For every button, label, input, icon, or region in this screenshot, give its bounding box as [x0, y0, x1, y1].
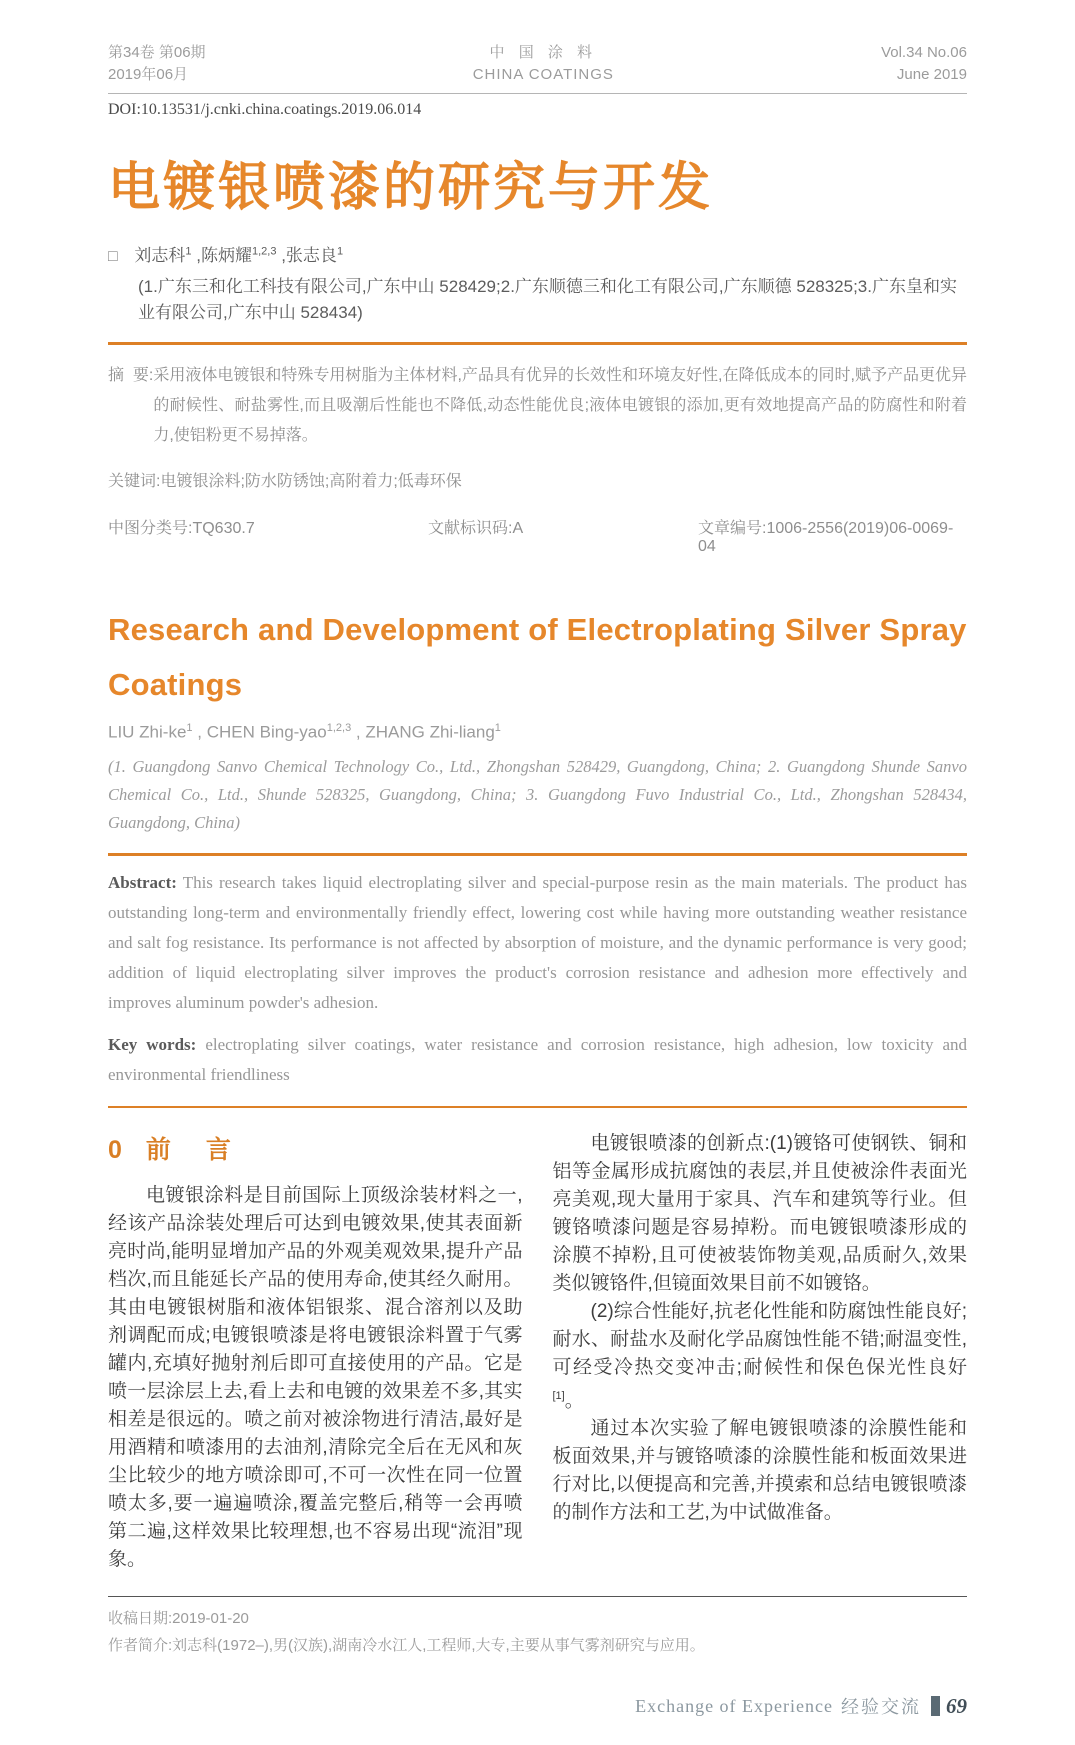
keywords-en-label: Key words:	[108, 1035, 197, 1055]
header-volume-issue-en	[881, 42, 967, 86]
orange-divider-3	[108, 1106, 967, 1108]
page-number: 69	[946, 1693, 967, 1718]
author-cn-1: 刘志科	[134, 245, 186, 265]
abstract-en-label: Abstract:	[108, 873, 177, 893]
left-column	[108, 1130, 523, 1574]
body-paragraph-purpose: 通过本次实验了解电镀银喷漆的涂膜性能和板面效果,并与镀铬喷漆的涂膜性能和板面效果进行对比,以便提高和完善,并摸索和总结电镀银喷漆的制作方法和工艺,为中试做准备。	[552, 1418, 967, 1524]
header-volume-cn: 第34卷 第06期	[108, 44, 206, 61]
abstract-cn-text: 采用液体电镀银和特殊专用树脂为主体材料,产品具有优异的长效性和环境友好性,在降低成本的同时,赋予产品更优异的耐候性、耐盐雾性,而且吸潮后性能也不降低,动态性能优良;液体电镀银的添加,更有效地提高产品的防腐性和附着力,使铝粉更不易掉落。	[153, 367, 967, 445]
header-date-cn: 2019年06月	[108, 66, 189, 83]
journal-name-en: CHINA COATINGS	[472, 66, 614, 83]
authors-cn	[108, 241, 967, 266]
affiliation-en: (1. Guangdong Sanvo Chemical Technology Co., Ltd., Zhongshan 528429, Guangdong, China; 2. Guangdong Shunde Sanvo Chemical Co., Ltd., Shunde 528325, Guangdong, China; 3. Guangdong Fuvo Industrial Co., Ltd., Zhongshan 528434, Guangdong, China)	[108, 757, 967, 833]
abstract-cn	[108, 361, 967, 451]
orange-divider-2	[108, 853, 967, 856]
section-heading-preface	[108, 1130, 523, 1166]
page-footer	[108, 1693, 967, 1719]
header-journal-name	[473, 42, 614, 86]
received-date-line: 收稿日期:2019-01-20	[108, 1610, 249, 1628]
keywords-cn-text: 电镀银涂料;防水防锈蚀;高附着力;低毒环保	[160, 473, 462, 491]
author-cn-3: ,张志良	[281, 245, 337, 265]
author-cn-1-affil-sup: 1	[185, 245, 192, 258]
footer-section-en: Exchange of Experience	[635, 1695, 833, 1716]
author-en-3-affil-sup: 1	[494, 722, 501, 735]
article-title-cn: 电镀银喷漆的研究与开发	[108, 159, 714, 217]
header-date-en: June 2019	[896, 66, 967, 83]
author-bio-line: 作者简介:刘志科(1972–),男(汉族),湖南冷水江人,工程师,大专,主要从事气雾剂研究与应用。	[108, 1637, 705, 1655]
reference-marker-1: [1]	[552, 1390, 565, 1403]
footnote-block	[108, 1596, 967, 1659]
body-paragraph-innovation-1: 电镀银喷漆的创新点:(1)镀铬可使钢铁、铜和铝等金属形成抗腐蚀的表层,并且使被涂件表面光亮美观,现大量用于家具、汽车和建筑等行业。但镀铬喷漆问题是容易掉粉。而电镀银喷漆形成的涂膜不掉粉,且可使被装饰物美观,品质耐久,效果类似镀铬件,但镜面效果目前不如镀铬。	[552, 1133, 967, 1295]
abstract-en-text: This research takes liquid electroplating silver and special-purpose resin as the main materials. The product has outstanding long-term and environmentally friendly effect, lowering cost while having more outstanding weather resistance and salt fog resistance. Its performance is not affected by absorption of moisture, and the dynamic performance is very good; addition of liquid electroplating silver improves the product's corrosion resistance and adhesion more effectively and improves aluminum powder's adhesion.	[108, 873, 967, 1013]
header-divider	[108, 93, 967, 94]
body-paragraph-innovation-2: (2)综合性能好,抗老化性能和防腐蚀性能良好;耐水、耐盐水及耐化学品腐蚀性能不错;耐温变性,可经受冷热交变冲击;耐候性和保色保光性良好[1]。	[552, 1301, 967, 1412]
affiliation-cn: (1.广东三和化工科技有限公司,广东中山 528429;2.广东顺德三和化工有限公司,广东顺德 528325;3.广东皇和实业有限公司,广东中山 528434)	[138, 276, 957, 323]
author-en-3: , ZHANG Zhi-liang	[355, 723, 495, 743]
author-marker-box: □	[108, 247, 118, 265]
keywords-en-text: electroplating silver coatings, water resistance and corrosion resistance, high adhesion, low toxicity and environmental friendliness	[108, 1035, 968, 1085]
article-title-en: Research and Development of Electroplating Silver Spray Coatings	[108, 612, 967, 703]
header-volume-en: Vol.34 No.06	[881, 44, 967, 61]
section-number: 0	[108, 1136, 122, 1165]
author-cn-2-affil-sup: 1,2,3	[252, 245, 277, 258]
body-paragraph-intro: 电镀银涂料是目前国际上顶级涂装材料之一,经该产品涂装处理后可达到电镀效果,使其表面新亮时尚,能明显增加产品的外观美观效果,提升产品档次,而且能延长产品的使用寿命,使其经久耐用。其由电镀银树脂和液体铝银浆、混合溶剂以及助剂调配而成;电镀银喷漆是将电镀银涂料置于气雾罐内,充填好抛射剂后即可直接使用的产品。它是喷一层涂层上去,看上去和电镀的效果差不多,其实相差是很远的。喷之前对被涂物进行清洁,最好是用酒精和喷漆用的去油剂,清除完全后在无风和灰尘比较少的地方喷涂即可,不可一次性在同一位置喷太多,要一遍遍喷涂,覆盖完整后,稍等一会再喷第二遍,这样效果比较理想,也不容易出现“流泪”现象。	[108, 1185, 523, 1571]
authors-en	[108, 722, 967, 743]
author-en-2: , CHEN Bing-yao	[197, 723, 327, 743]
footer-section-cn: 经验交流	[841, 1697, 921, 1718]
abstract-en	[108, 868, 967, 1018]
header-volume-issue	[108, 42, 206, 86]
author-en-2-affil-sup: 1,2,3	[326, 722, 352, 735]
doi-line: DOI:10.13531/j.cnki.china.coatings.2019.06.014	[108, 101, 422, 118]
keywords-cn-label: 关键词:	[108, 473, 161, 491]
document-code: 文献标识码:A	[428, 520, 524, 538]
article-id: 文章编号:1006-2556(2019)06-0069-04	[698, 520, 954, 556]
orange-divider-1	[108, 342, 967, 345]
section-title: 前 言	[145, 1136, 245, 1165]
author-en-1: LIU Zhi-ke	[108, 723, 187, 743]
right-column	[553, 1130, 968, 1574]
clc-number: 中图分类号:TQ630.7	[108, 520, 255, 538]
abstract-cn-label: 摘 要:	[108, 367, 154, 385]
author-en-1-affil-sup: 1	[186, 722, 193, 735]
body-columns	[108, 1130, 967, 1574]
page-number-bar	[931, 1696, 940, 1716]
author-cn-2: ,陈炳耀	[196, 245, 252, 265]
journal-header	[108, 42, 967, 86]
classification-row	[108, 515, 967, 556]
journal-name-cn: 中 国 涂 料	[489, 44, 598, 61]
author-cn-3-affil-sup: 1	[336, 245, 344, 258]
keywords-cn	[108, 467, 967, 497]
keywords-en	[108, 1030, 967, 1090]
